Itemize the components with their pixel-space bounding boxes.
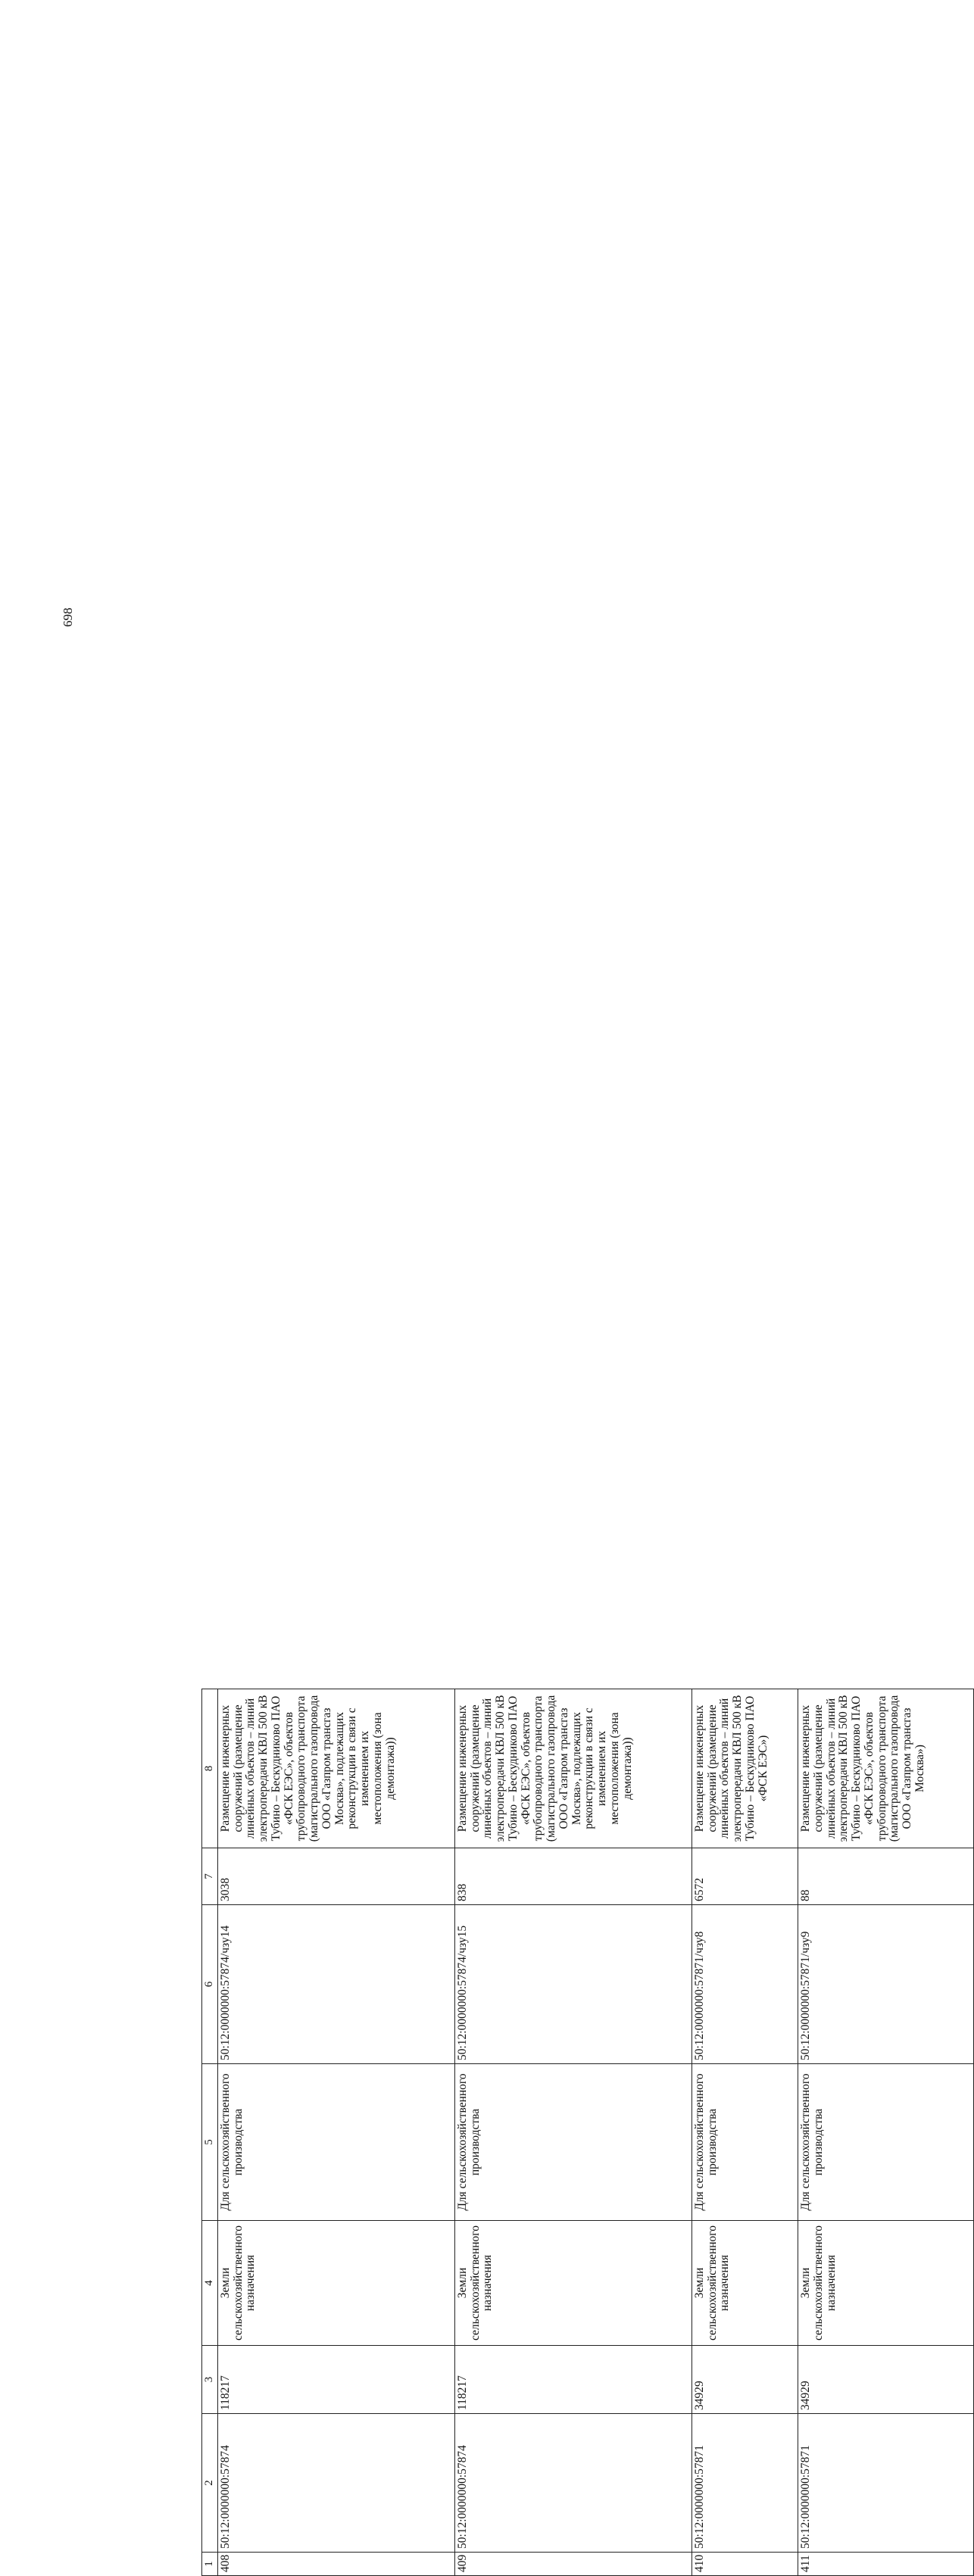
plot-area: 34929 xyxy=(691,2346,798,2414)
land-category: Земли сельскохозяйственного назначения xyxy=(691,2221,798,2346)
part-area: 88 xyxy=(798,1848,974,1905)
land-category: Земли сельскохозяйственного назначения xyxy=(218,2221,455,2346)
purpose-text: Размещение инженерных сооружений (размещение линейных объектов – линий электропередачи КВЛ 500 кВ Тубино – Бескудниково ПАО «ФСК ЕЭС», объектов трубопроводного транспорта (магистрального газопровода ООО «Газпром трансгаз Москва», подлежащих реконструкции в связи с изменением их местоположения (зона демонтажа)) xyxy=(454,1689,691,1848)
col-header-4: 4 xyxy=(202,2221,218,2346)
permitted-use: Для сельскохозяйственного производства xyxy=(454,2064,691,2221)
purpose-text: Размещение инженерных сооружений (размещение линейных объектов – линий электропередачи КВЛ 500 кВ Тубино – Бескудниково ПАО «ФСК ЕЭС», объектов трубопроводного транспорта (магистрального газопровода ООО «Газпром трансгаз Москва») xyxy=(798,1689,974,1848)
table-row xyxy=(691,1689,798,2576)
part-area: 838 xyxy=(454,1848,691,1905)
land-plots-table xyxy=(201,1689,974,2576)
permitted-use: Для сельскохозяйственного производства xyxy=(218,2064,455,2221)
row-number: 409 xyxy=(454,2553,691,2576)
cadastral-number: 50:12:0000000:57871 xyxy=(798,2414,974,2553)
col-header-1: 1 xyxy=(202,2553,218,2576)
col-header-2: 2 xyxy=(202,2414,218,2553)
plot-area: 118217 xyxy=(218,2346,455,2414)
col-header-6: 6 xyxy=(202,1905,218,2064)
col-header-7: 7 xyxy=(202,1848,218,1905)
page-number: 698 xyxy=(61,607,75,627)
table-row xyxy=(218,1689,455,2576)
col-header-5: 5 xyxy=(202,2064,218,2221)
cadastral-number: 50:12:0000000:57874 xyxy=(218,2414,455,2553)
purpose-text: Размещение инженерных сооружений (размещение линейных объектов – линий электропередачи КВЛ 500 кВ Тубино – Бескудниково ПАО «ФСК ЕЭС») xyxy=(691,1689,798,1848)
col-header-3: 3 xyxy=(202,2346,218,2414)
plot-part-number: 50:12:0000000:57871/чзу8 xyxy=(691,1905,798,2064)
plot-part-number: 50:12:0000000:57874/чзу14 xyxy=(218,1905,455,2064)
land-category: Земли сельскохозяйственного назначения xyxy=(798,2221,974,2346)
table-row xyxy=(454,1689,691,2576)
permitted-use: Для сельскохозяйственного производства xyxy=(798,2064,974,2221)
plot-part-number: 50:12:0000000:57871/чзу9 xyxy=(798,1905,974,2064)
plot-area: 34929 xyxy=(798,2346,974,2414)
land-category: Земли сельскохозяйственного назначения xyxy=(454,2221,691,2346)
row-number: 411 xyxy=(798,2553,974,2576)
col-header-8: 8 xyxy=(202,1689,218,1848)
row-number: 410 xyxy=(691,2553,798,2576)
cadastral-number: 50:12:0000000:57874 xyxy=(454,2414,691,2553)
plot-area: 118217 xyxy=(454,2346,691,2414)
rotated-page xyxy=(201,1689,974,2576)
plot-part-number: 50:12:0000000:57874/чзу15 xyxy=(454,1905,691,2064)
purpose-text: Размещение инженерных сооружений (размещение линейных объектов – линий электропередачи КВЛ 500 кВ Тубино – Бескудниково ПАО «ФСК ЕЭС», объектов трубопроводного транспорта (магистрального газопровода ООО «Газпром трансгаз Москва», подлежащих реконструкции в связи с изменением их местоположения (зона демонтажа)) xyxy=(218,1689,455,1848)
header-row xyxy=(202,1689,218,2576)
table-row xyxy=(798,1689,974,2576)
row-number: 408 xyxy=(218,2553,455,2576)
part-area: 6572 xyxy=(691,1848,798,1905)
part-area: 3038 xyxy=(218,1848,455,1905)
cadastral-number: 50:12:0000000:57871 xyxy=(691,2414,798,2553)
permitted-use: Для сельскохозяйственного производства xyxy=(691,2064,798,2221)
